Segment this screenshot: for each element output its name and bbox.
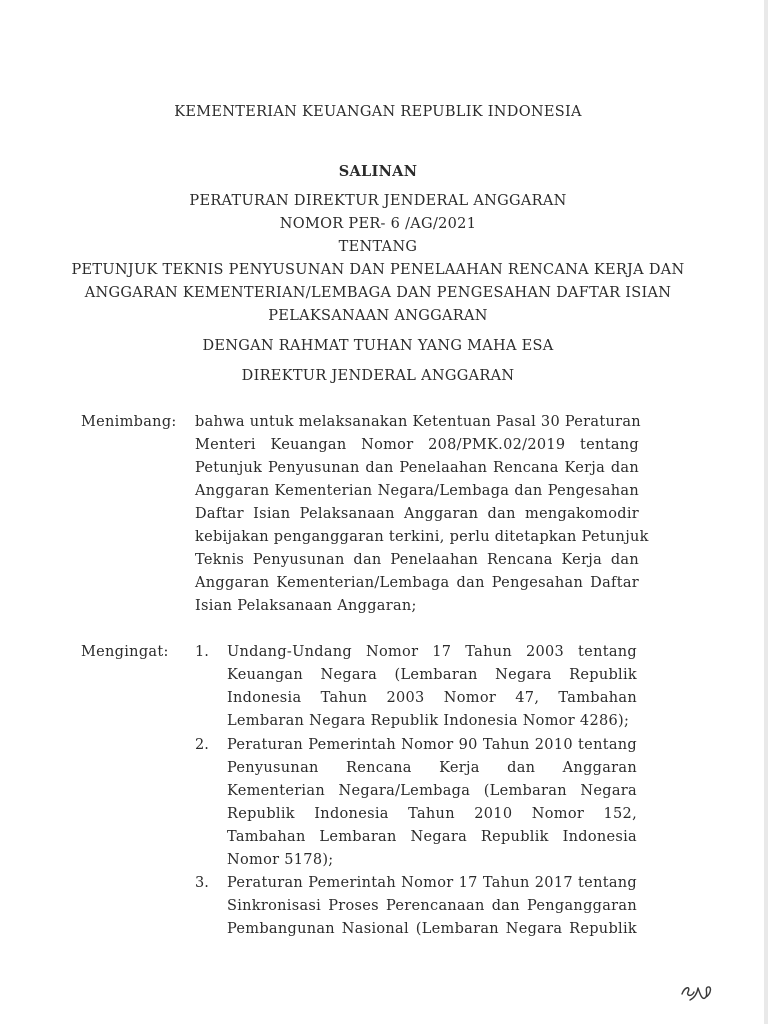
issuer-heading: DIREKTUR JENDERAL ANGGARAN	[241, 368, 515, 384]
text-line: Anggaran Kementerian Negara/Lembaga dan Pengesahan	[195, 483, 639, 499]
text-line: Nomor 5178);	[227, 852, 334, 868]
text-line: Undang-Undang Nomor 17 Tahun 2003 tentang	[227, 644, 637, 660]
mengingat-item-3	[227, 872, 637, 941]
mengingat-item-2	[227, 734, 637, 872]
menimbang-text	[195, 411, 649, 618]
regulation-line: ANGGARAN KEMENTERIAN/LEMBAGA DAN PENGESAHAN DAFTAR ISIAN	[84, 285, 672, 301]
text-line: Teknis Penyusunan dan Penelaahan Rencana Kerja dan	[195, 552, 639, 568]
grace-phrase: DENGAN RAHMAT TUHAN YANG MAHA ESA	[202, 338, 554, 354]
text-line: Sinkronisasi Proses Perencanaan dan Penganggaran	[227, 898, 637, 914]
text-line: kebijakan penganggaran terkini, perlu ditetapkan Petunjuk	[195, 529, 649, 545]
item-number: 2.	[195, 737, 209, 753]
text-line: Kementerian Negara/Lembaga (Lembaran Negara	[227, 783, 637, 799]
mengingat-label: Mengingat:	[81, 644, 169, 660]
text-line: Republik Indonesia Tahun 2010 Nomor 152,	[227, 806, 637, 822]
text-line: Petunjuk Penyusunan dan Penelaahan Rencana Kerja dan	[195, 460, 639, 476]
text-line: Tambahan Lembaran Negara Republik Indonesia	[227, 829, 637, 845]
text-line: Indonesia Tahun 2003 Nomor 47, Tambahan	[227, 690, 637, 706]
text-line: Isian Pelaksanaan Anggaran;	[195, 598, 417, 614]
scan-edge	[764, 0, 768, 1024]
handwritten-initials-icon	[678, 980, 718, 1008]
text-line: Penyusunan Rencana Kerja dan Anggaran	[227, 760, 637, 776]
salinan-label: SALINAN	[338, 163, 418, 180]
text-line: Anggaran Kementerian/Lembaga dan Pengesahan Daftar	[195, 575, 639, 591]
text-line: Keuangan Negara (Lembaran Negara Republik	[227, 667, 637, 683]
item-number: 3.	[195, 875, 209, 891]
regulation-line: TENTANG	[338, 239, 418, 255]
text-line: Menteri Keuangan Nomor 208/PMK.02/2019 tentang	[195, 437, 639, 453]
item-number: 1.	[195, 644, 209, 660]
regulation-line: PERATURAN DIREKTUR JENDERAL ANGGARAN	[189, 193, 567, 209]
ministry-heading: KEMENTERIAN KEUANGAN REPUBLIK INDONESIA	[174, 104, 582, 120]
regulation-line: PELAKSANAAN ANGGARAN	[268, 308, 488, 324]
text-line: Lembaran Negara Republik Indonesia Nomor 4286);	[227, 713, 630, 729]
text-line: Peraturan Pemerintah Nomor 17 Tahun 2017 tentang	[227, 875, 637, 891]
text-line: Pembangunan Nasional (Lembaran Negara Republik	[227, 921, 637, 937]
text-line: bahwa untuk melaksanakan Ketentuan Pasal 30 Peraturan	[195, 414, 641, 430]
regulation-title	[60, 190, 696, 328]
menimbang-label: Menimbang:	[81, 414, 177, 430]
text-line: Daftar Isian Pelaksanaan Anggaran dan mengakomodir	[195, 506, 639, 522]
text-line: Peraturan Pemerintah Nomor 90 Tahun 2010 tentang	[227, 737, 637, 753]
mengingat-item-1	[227, 641, 637, 733]
regulation-line: PETUNJUK TEKNIS PENYUSUNAN DAN PENELAAHAN RENCANA KERJA DAN	[71, 262, 685, 278]
regulation-line: NOMOR PER- 6 /AG/2021	[279, 216, 477, 232]
